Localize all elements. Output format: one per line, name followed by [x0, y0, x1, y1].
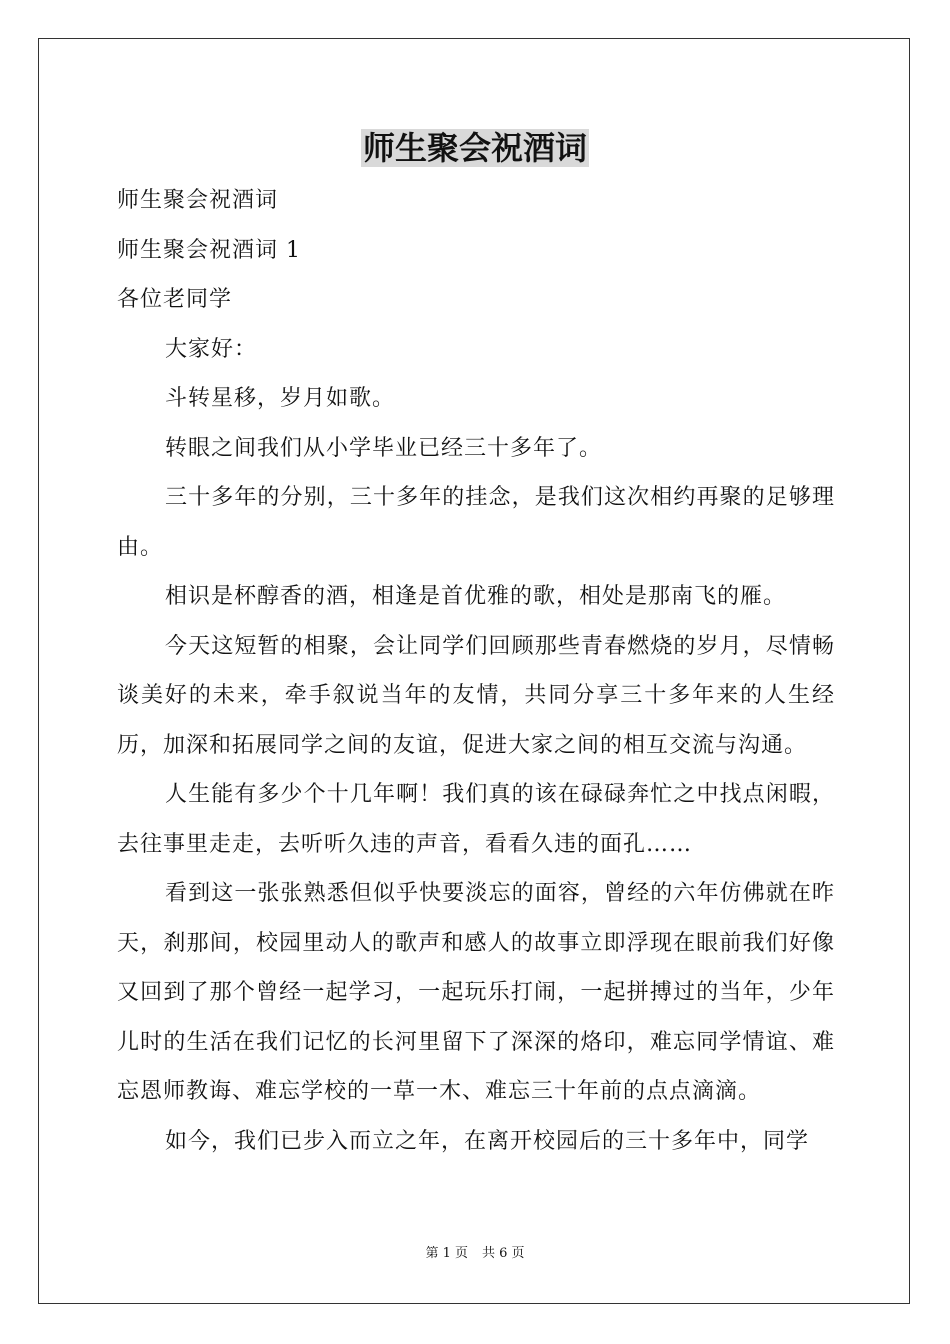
paragraph: 相识是杯醇香的酒，相逢是首优雅的歌，相处是那南飞的雁。	[165, 584, 787, 609]
paragraph: 三十多年的分别，三十多年的挂念，是我们这次相约再聚的足够理由。	[117, 485, 835, 560]
paragraph: 转眼之间我们从小学毕业已经三十多年了。	[165, 435, 603, 461]
paragraph: 看到这一张张熟悉但似乎快要淡忘的面容，曾经的六年仿佛就在昨天，刹那间，校园里动人的歌声和感人的故事立即浮现在眼前我们好像又回到了那个曾经一起学习，一起玩乐打闹，一起拼搏过的当年，少年儿时的生活在我们记忆的长河里留下了深深的烙印，难忘同学情谊、难忘恩师教诲、难忘学校的一草一木、难忘三十年前的点点滴滴。	[117, 881, 835, 1104]
paragraph: 今天这短暂的相聚，会让同学们回顾那些青春燃烧的岁月，尽情畅谈美好的未来，牵手叙说当年的友情，共同分享三十多年来的人生经历，加深和拓展同学之间的友谊，促进大家之间的相互交流与沟通。	[117, 633, 835, 758]
page-number: 第 1 页	[425, 1246, 468, 1261]
page-total: 共 6 页	[482, 1246, 525, 1261]
page-footer	[0, 1244, 950, 1264]
document-title	[0, 126, 950, 170]
paragraph: 各位老同学	[117, 287, 233, 312]
paragraph: 人生能有多少个十几年啊！我们真的该在碌碌奔忙之中找点闲暇，去往事里走走，去听听久违的声音，看看久违的面孔……	[117, 782, 835, 857]
paragraph: 斗转星移，岁月如歌。	[165, 386, 396, 411]
paragraph: 师生聚会祝酒词	[117, 188, 279, 213]
document-body	[117, 176, 835, 1166]
paragraph: 大家好：	[165, 336, 258, 362]
document-title-text: 师生聚会祝酒词	[362, 129, 587, 167]
paragraph: 师生聚会祝酒词 1	[117, 237, 301, 263]
paragraph: 如今，我们已步入而立之年，在离开校园后的三十多年中，同学	[165, 1128, 810, 1154]
